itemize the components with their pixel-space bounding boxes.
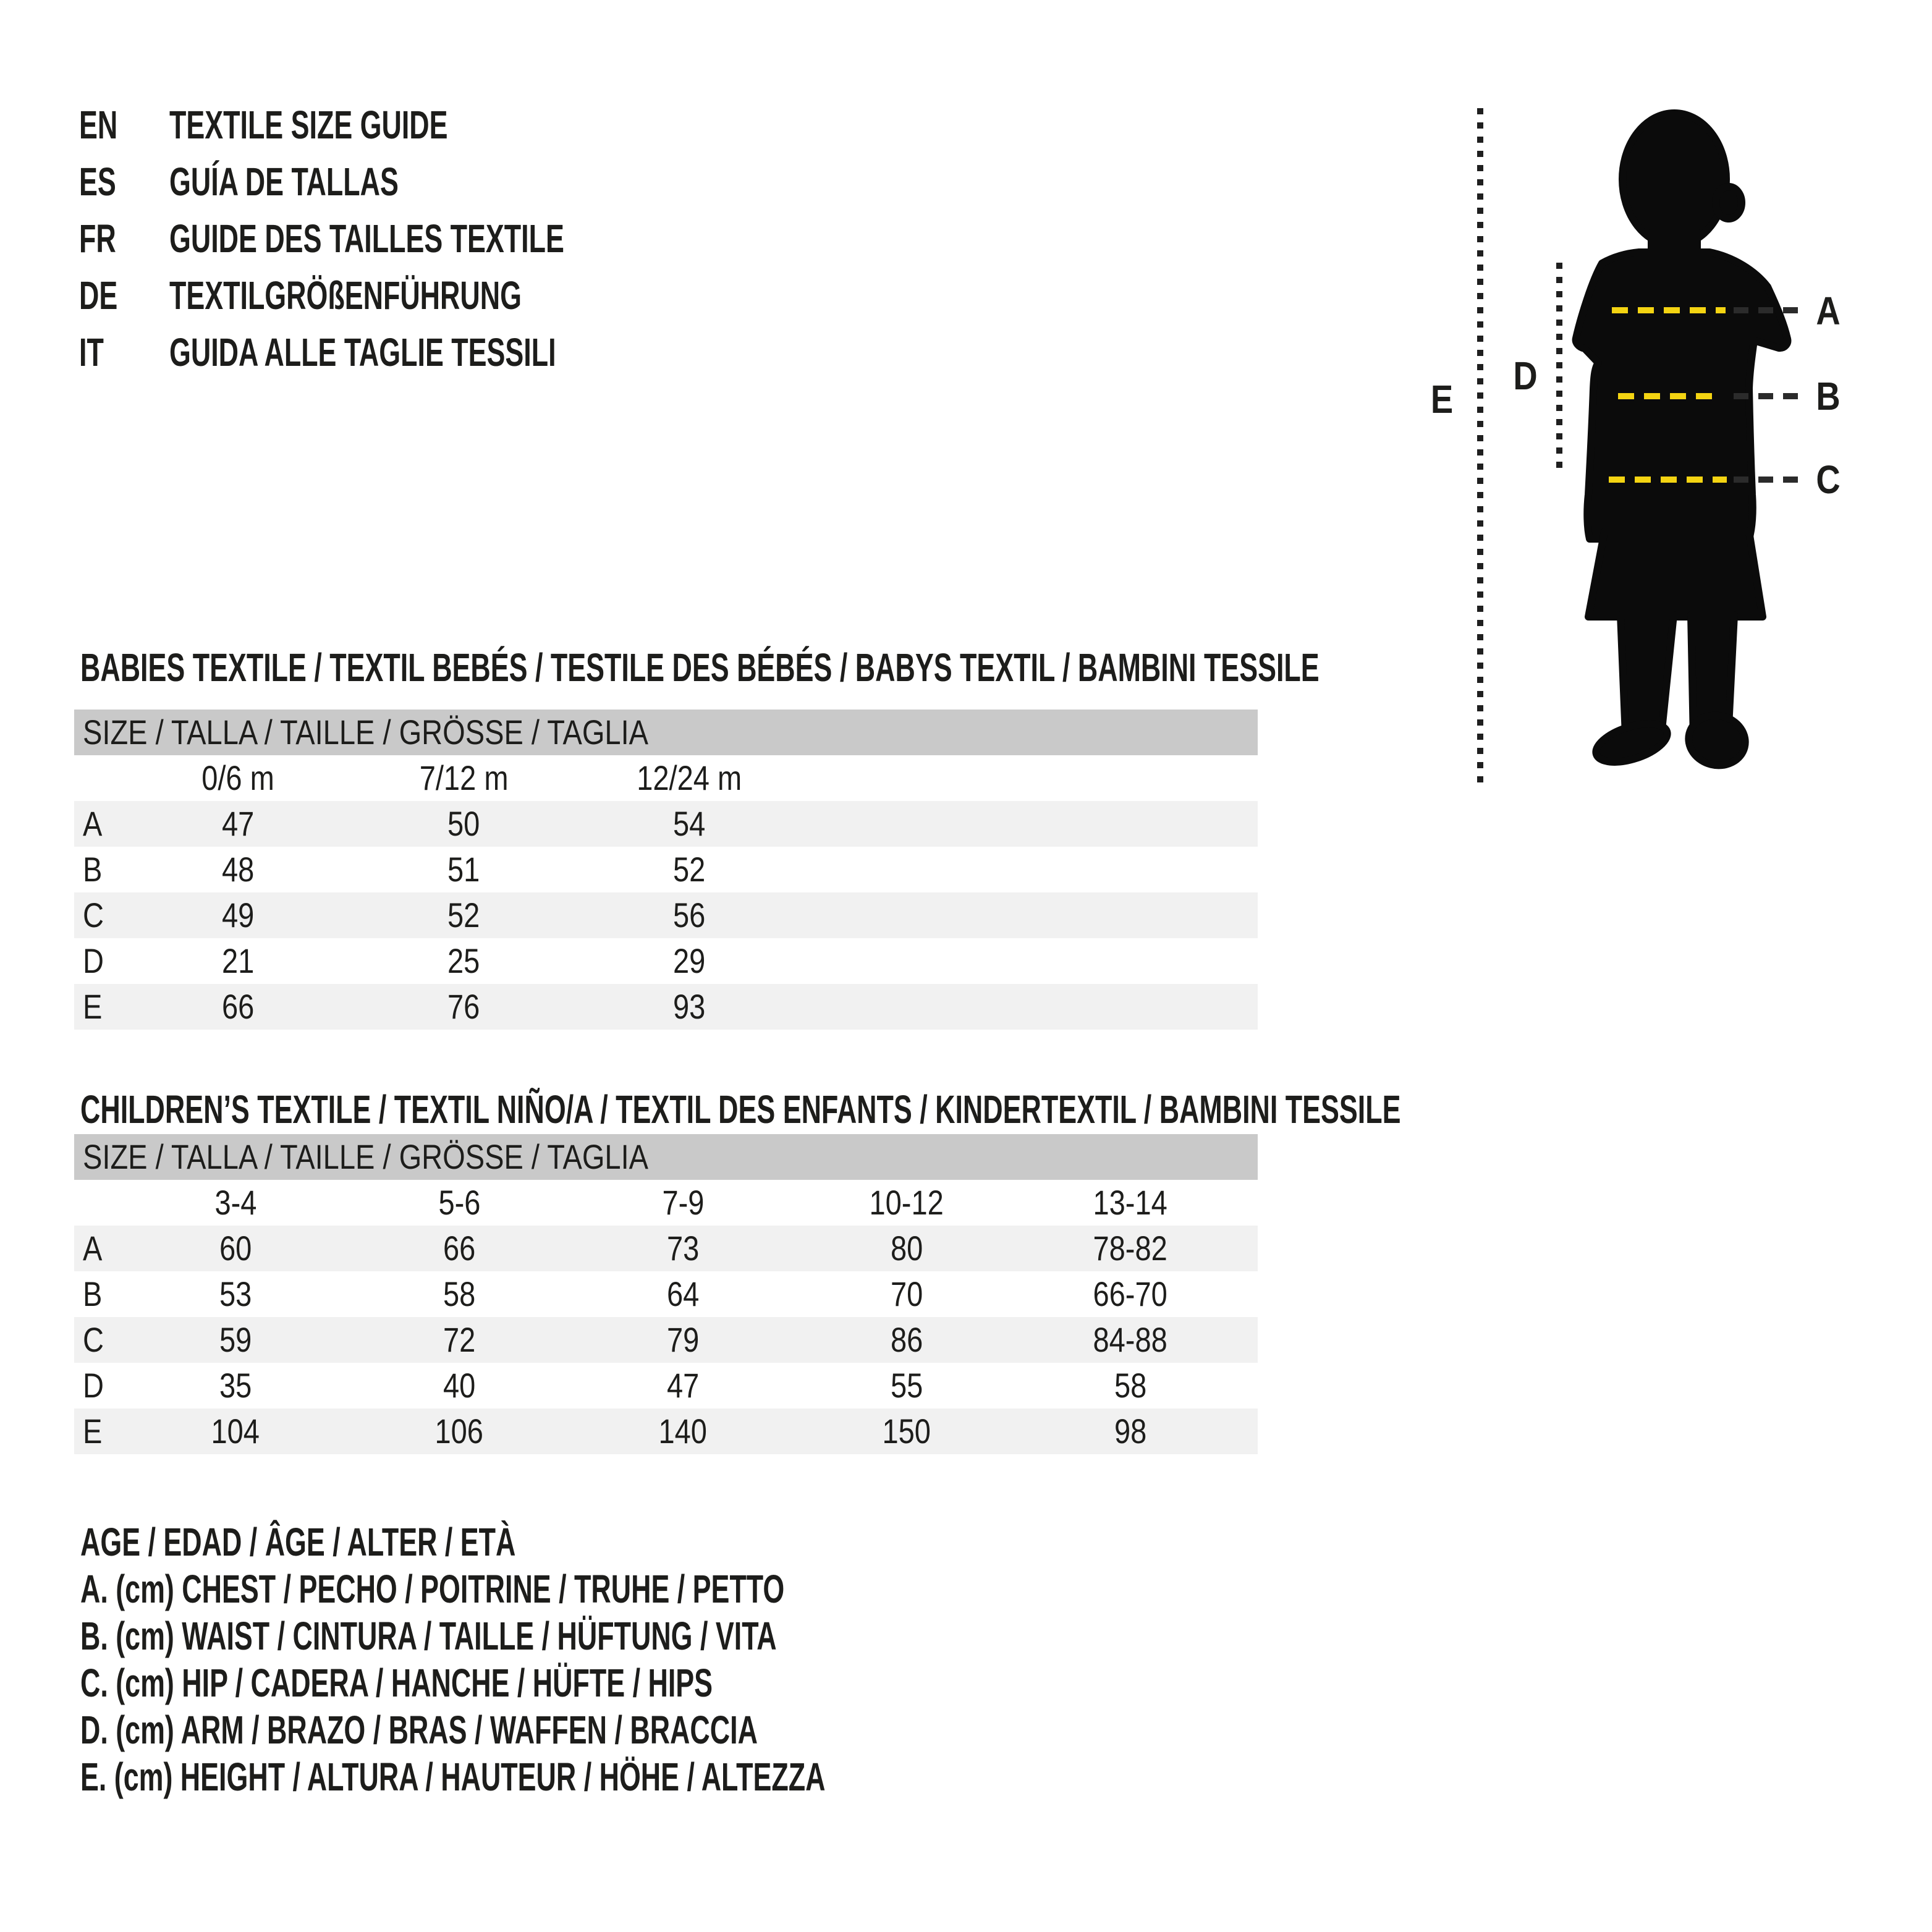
cell-value: 52: [447, 896, 480, 934]
row-label: A: [83, 804, 103, 843]
row-label: D: [83, 1366, 104, 1405]
row-label: B: [83, 1274, 103, 1313]
cell-value: 58: [443, 1274, 476, 1313]
cell-value: 58: [1114, 1366, 1147, 1405]
language-title-block: [79, 96, 734, 381]
legend-waist: [80, 1612, 1145, 1659]
table-row-waist: [74, 1271, 1258, 1317]
table-row-chest: [74, 801, 1258, 847]
cell-value: 50: [447, 804, 480, 843]
guide-title: GUIDA ALLE TAGLIE TESSILI: [169, 330, 556, 375]
child-measurement-figure: [1421, 93, 1932, 803]
cell-value: 48: [222, 850, 255, 889]
silhouette-ear: [1716, 187, 1742, 219]
row-label: D: [83, 941, 104, 980]
cell-value: 70: [890, 1274, 923, 1313]
legend-height-text: E. (cm) HEIGHT / ALTURA / HAUTEUR / HÖHE / ALTEZZA: [80, 1755, 826, 1799]
language-code: ES: [79, 159, 116, 204]
guide-title: GUÍA DE TALLAS: [169, 159, 399, 204]
arm-label: D: [1513, 354, 1538, 398]
cell-value: 66: [443, 1229, 476, 1268]
cell-value: 86: [890, 1320, 923, 1359]
silhouette-left-shoe: [1591, 716, 1672, 770]
legend-chest-text: A. (cm) CHEST / PECHO / POITRINE / TRUHE / PETTO: [80, 1567, 785, 1611]
legend-age: [80, 1519, 1145, 1566]
babies-size-header-bar: [74, 710, 1258, 755]
column-header: 12/24 m: [637, 758, 742, 797]
cell-value: 98: [1114, 1412, 1147, 1451]
table-row-arm: [74, 938, 1258, 984]
column-header: 13-14: [1093, 1183, 1168, 1222]
children-column-header-row: [74, 1180, 1258, 1226]
cell-value: 79: [666, 1320, 700, 1359]
measurement-legend: [80, 1519, 1145, 1800]
table-row-chest: [74, 1226, 1258, 1271]
height-label: E: [1430, 377, 1454, 422]
language-code: FR: [79, 216, 116, 261]
babies-column-header-row: [74, 755, 1258, 801]
guide-title: GUIDE DES TAILLES TEXTILE: [169, 216, 564, 261]
waist-label: B: [1816, 374, 1841, 418]
hip-label: C: [1816, 457, 1841, 502]
row-label: C: [83, 1320, 104, 1359]
cell-value: 60: [219, 1229, 252, 1268]
row-label: E: [83, 1412, 103, 1451]
cell-value: 40: [443, 1366, 476, 1405]
cell-value: 106: [434, 1412, 484, 1451]
language-code: DE: [79, 273, 118, 318]
children-section-title-text: CHILDREN’S TEXTILE / TEXTIL NIÑO/A / TEXTIL DES ENFANTS / KINDERTEXTIL / BAMBINI TESSILE: [80, 1087, 1401, 1132]
cell-value: 64: [666, 1274, 700, 1313]
silhouette-shorts: [1588, 532, 1763, 617]
column-header: 5-6: [438, 1183, 480, 1222]
babies-section-title-text: BABIES TEXTILE / TEXTIL BEBÉS / TESTILE DES BÉBÉS / BABYS TEXTIL / BAMBINI TESSILE: [80, 645, 1320, 690]
row-label: E: [83, 987, 103, 1026]
cell-value: 140: [658, 1412, 708, 1451]
cell-value: 47: [222, 804, 255, 843]
table-row-height: [74, 984, 1258, 1030]
cell-value: 84-88: [1093, 1320, 1168, 1359]
cell-value: 93: [673, 987, 706, 1026]
cell-value: 55: [890, 1366, 923, 1405]
chest-label: A: [1816, 289, 1841, 333]
children-section-title: [80, 1088, 1932, 1131]
column-header: 3-4: [214, 1183, 256, 1222]
cell-value: 52: [673, 850, 706, 889]
children-size-header-bar: [74, 1134, 1258, 1180]
language-row-it: [79, 324, 734, 381]
row-label: A: [83, 1229, 103, 1268]
cell-value: 76: [447, 987, 480, 1026]
legend-hip-text: C. (cm) HIP / CADERA / HANCHE / HÜFTE / HIPS: [80, 1661, 713, 1705]
cell-value: 53: [219, 1274, 252, 1313]
language-code: EN: [79, 103, 118, 147]
cell-value: 66: [222, 987, 255, 1026]
guide-title: TEXTILE SIZE GUIDE: [169, 103, 448, 147]
legend-chest: [80, 1566, 1145, 1612]
legend-waist-text: B. (cm) WAIST / CINTURA / TAILLE / HÜFTUNG / VITA: [80, 1614, 777, 1658]
row-label: B: [83, 850, 103, 889]
column-header: 10-12: [869, 1183, 944, 1222]
babies-size-table: [74, 710, 1258, 1030]
cell-value: 54: [673, 804, 706, 843]
table-row-waist: [74, 847, 1258, 892]
cell-value: 29: [673, 941, 706, 980]
babies-section-title: [80, 646, 1850, 689]
column-header: 7-9: [662, 1183, 704, 1222]
column-header: 7/12 m: [419, 758, 509, 797]
size-header-label: SIZE / TALLA / TAILLE / GRÖSSE / TAGLIA: [83, 713, 649, 752]
cell-value: 56: [673, 896, 706, 934]
silhouette-head: [1622, 113, 1726, 245]
cell-value: 35: [219, 1366, 252, 1405]
guide-title: TEXTILGRÖßENFÜHRUNG: [169, 273, 522, 318]
cell-value: 78-82: [1093, 1229, 1168, 1268]
cell-value: 104: [211, 1412, 260, 1451]
language-row-en: [79, 96, 734, 153]
cell-value: 80: [890, 1229, 923, 1268]
cell-value: 47: [666, 1366, 700, 1405]
table-row-hip: [74, 892, 1258, 938]
cell-value: 25: [447, 941, 480, 980]
legend-arm-text: D. (cm) ARM / BRAZO / BRAS / WAFFEN / BRACCIA: [80, 1708, 758, 1752]
cell-value: 66-70: [1093, 1274, 1168, 1313]
table-row-height: [74, 1409, 1258, 1454]
cell-value: 73: [666, 1229, 700, 1268]
children-size-table: [74, 1134, 1258, 1454]
cell-value: 51: [447, 850, 480, 889]
language-row-de: [79, 267, 734, 324]
cell-value: 72: [443, 1320, 476, 1359]
legend-age-text: AGE / EDAD / ÂGE / ALTER / ETÀ: [80, 1520, 516, 1564]
row-label: C: [83, 896, 104, 934]
size-header-label: SIZE / TALLA / TAILLE / GRÖSSE / TAGLIA: [83, 1137, 649, 1176]
language-row-fr: [79, 210, 734, 267]
table-row-arm: [74, 1363, 1258, 1409]
language-code: IT: [79, 330, 104, 375]
cell-value: 21: [222, 941, 255, 980]
language-row-es: [79, 153, 734, 210]
cell-value: 150: [882, 1412, 931, 1451]
table-row-hip: [74, 1317, 1258, 1363]
column-header: 0/6 m: [201, 758, 275, 797]
cell-value: 59: [219, 1320, 252, 1359]
legend-hip: [80, 1659, 1145, 1706]
cell-value: 49: [222, 896, 255, 934]
legend-height: [80, 1753, 1145, 1800]
legend-arm: [80, 1706, 1145, 1753]
